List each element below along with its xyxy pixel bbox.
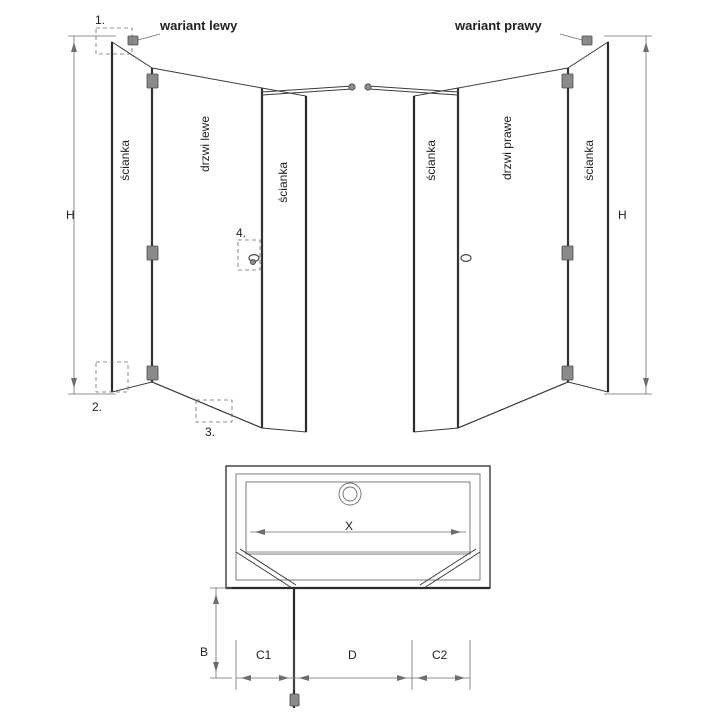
height-label-right: H: [618, 208, 627, 222]
plan-segment-c1: C1: [256, 648, 272, 662]
plan-segment-d: D: [348, 648, 357, 662]
right-variant-fixed-panel-right: ścianka: [582, 140, 596, 181]
callout-1: 1.: [95, 13, 106, 27]
left-variant-door: drzwi lewe: [198, 116, 212, 173]
left-variant-fixed-panel-right: ścianka: [276, 162, 290, 203]
right-variant-fixed-panel-left: ścianka: [424, 140, 438, 181]
callout-3: 3.: [205, 425, 216, 439]
height-label-left: H: [66, 208, 75, 222]
callout-4: 4.: [236, 226, 247, 240]
plan-depth-label: B: [200, 645, 209, 659]
title-right-variant: wariant prawy: [455, 18, 542, 33]
plan-segment-c2: C2: [432, 648, 448, 662]
plan-width-label: X: [345, 519, 354, 533]
left-variant-fixed-panel-left: ścianka: [118, 140, 132, 181]
callout-2: 2.: [92, 400, 103, 414]
right-variant-door: drzwi prawe: [500, 116, 514, 181]
title-left-variant: wariant lewy: [160, 18, 238, 33]
